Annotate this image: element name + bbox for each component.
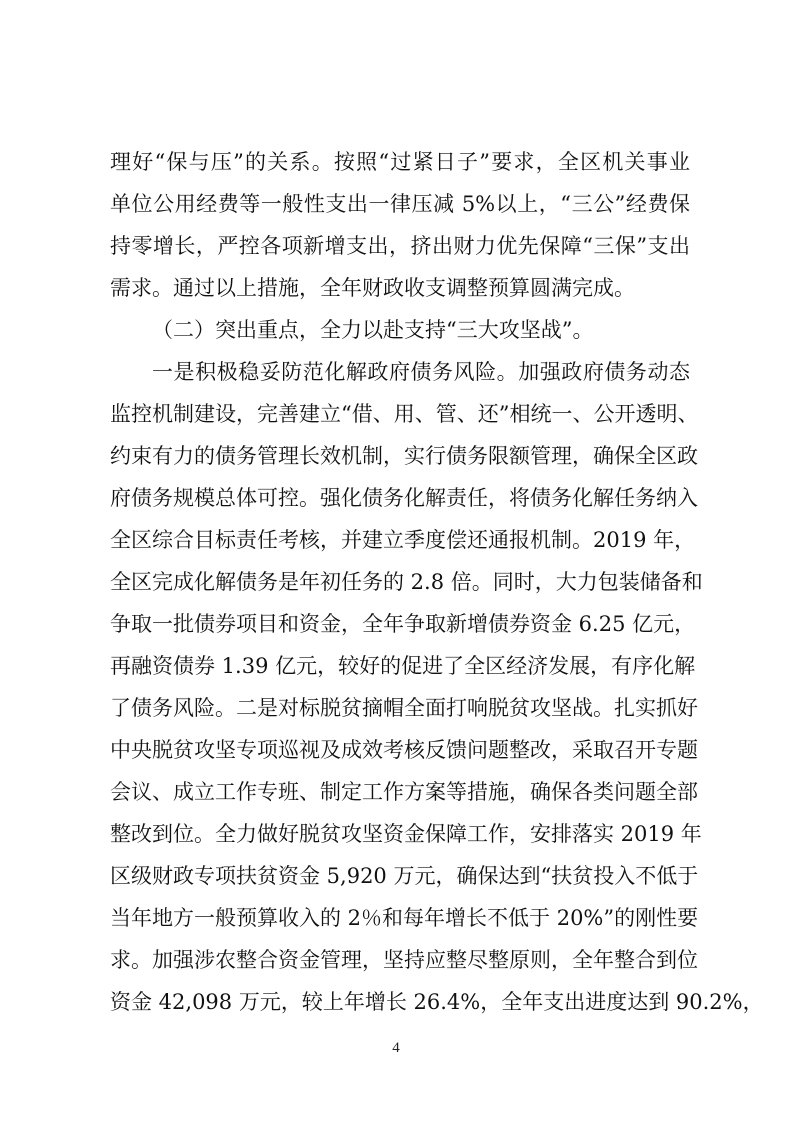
text-line: 求。加强涉农整合资金管理，坚持应整尽整原则，全年整合到位 (110, 948, 698, 972)
text-line: 当年地方一般预算收入的 2％和每年增长不低于 20%”的刚性要 (110, 906, 699, 930)
text-line: 持零增长，严控各项新增支出，挤出财力优先保障“三保”支出 (110, 234, 690, 258)
text-line: 再融资债券 1.39 亿元，较好的促进了全区经济发展，有序化解 (110, 654, 696, 678)
text-line: 资金 42,098 万元，较上年增长 26.4%，全年支出进度达到 90.2%， (110, 990, 764, 1014)
text-line: 区级财政专项扶贫资金 5,920 万元，确保达到“扶贫投入不低于 (110, 864, 699, 888)
text-line: 一是积极稳妥防范化解政府债务风险。加强政府债务动态 (152, 360, 690, 384)
text-line: 中央脱贫攻坚专项巡视及成效考核反馈问题整改，采取召开专题 (110, 738, 698, 762)
text-line: 约束有力的债务管理长效机制，实行债务限额管理，确保全区政 (110, 444, 698, 468)
text-line: 争取一批债券项目和资金，全年争取新增债券资金 6.25 亿元， (110, 612, 696, 636)
text-line: 全区综合目标责任考核，并建立季度偿还通报机制。2019 年， (110, 528, 696, 552)
text-line: 会议、成立工作专班、制定工作方案等措施，确保各类问题全部 (110, 780, 698, 804)
page-number: 4 (392, 1040, 400, 1056)
text-line: 单位公用经费等一般性支出一律压减 5%以上，“三公”经费保 (110, 192, 690, 216)
text-line: 了债务风险。二是对标脱贫摘帽全面打响脱贫攻坚战。扎实抓好 (110, 696, 698, 720)
text-line: 监控机制建设，完善建立“借、用、管、还”相统一、公开透明、 (110, 402, 699, 426)
text-line: 整改到位。全力做好脱贫攻坚资金保障工作，安排落实 2019 年 (110, 822, 702, 846)
text-line: 府债务规模总体可控。强化债务化解责任，将债务化解任务纳入 (110, 486, 698, 510)
text-line: 全区完成化解债务是年初任务的 2.8 倍。同时，大力包装储备和 (110, 570, 703, 594)
text-line: 理好“保与压”的关系。按照“过紧日子”要求，全区机关事业 (110, 150, 690, 174)
section-heading: （二）突出重点，全力以赴支持“三大攻坚战”。 (152, 318, 594, 342)
text-line: 需求。通过以上措施，全年财政收支调整预算圆满完成。 (110, 276, 635, 300)
